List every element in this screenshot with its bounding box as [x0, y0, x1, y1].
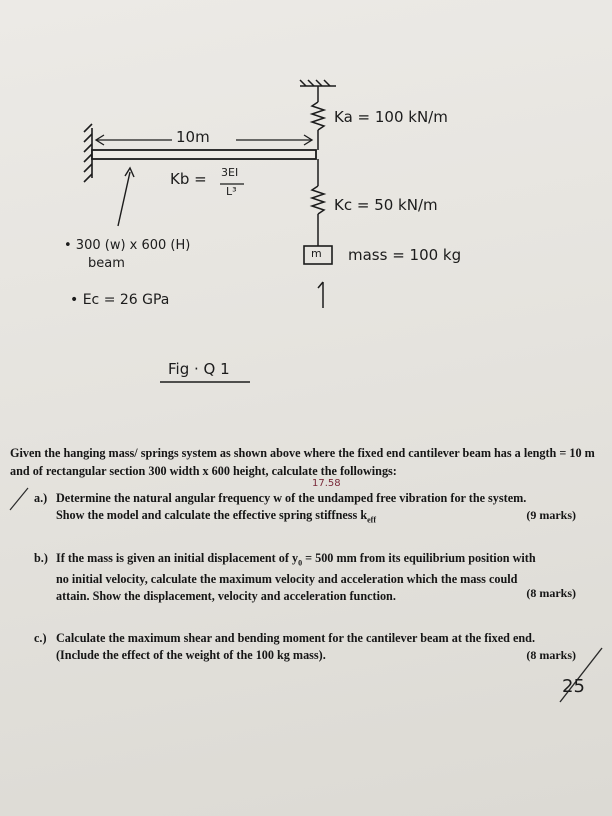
- note-beam: beam: [88, 256, 125, 271]
- mass-label: mass = 100 kg: [348, 246, 462, 264]
- question-c-label: c.): [34, 631, 47, 645]
- cantilever-beam: [92, 150, 316, 159]
- kb-pointer: [118, 168, 134, 226]
- score-value: 25: [562, 676, 585, 697]
- question-a-marks: (9 marks): [526, 508, 576, 522]
- ka-label: Ka = 100 kN/m: [334, 108, 448, 126]
- question-b-label: b.): [34, 551, 48, 565]
- question-c-line1: Calculate the maximum shear and bending moment for the cantilever beam at the fixed end.: [56, 631, 536, 645]
- question-a-line2: Show the model and calculate the effective spring stiffness $k_{eff}$: [56, 508, 376, 525]
- question-b-line2: no initial velocity, calculate the maximum velocity and acceleration which the mass could: [56, 572, 518, 587]
- question-a-line1: Determine the natural angular frequency w of the undamped free vibration for the system.: [56, 491, 527, 505]
- fixed-support: [84, 124, 92, 182]
- figure-caption: Fig · Q 1: [168, 360, 230, 378]
- note-section: • 300 (w) x 600 (H): [64, 238, 191, 253]
- mass-box-label: m: [311, 247, 322, 260]
- question-b-line1: If the mass is given an initial displacement of $y_0 = 500$ mm from its equilibrium position with: [56, 551, 536, 568]
- figure-q1: [0, 0, 612, 400]
- question-b: [34, 550, 594, 605]
- question-c-line2: (Include the effect of the weight of the 100 kg mass).: [56, 648, 326, 662]
- margin-tick: [6, 484, 36, 514]
- kc-label: Kc = 50 kN/m: [334, 196, 438, 214]
- handwritten-annotation: 17.58: [312, 478, 341, 489]
- score-slash: [540, 640, 610, 710]
- beam-length-label: 10m: [176, 128, 210, 146]
- question-c: [34, 630, 594, 664]
- question-a: [34, 490, 594, 528]
- kb-numerator: 3EI: [221, 166, 239, 179]
- question-intro: Given the hanging mass/ springs system as shown above where the fixed end cantilever beam has a length = 10 m and of rectangular section 300 width x 600 height, calculate the followings:: [10, 446, 595, 478]
- displacement-arrow: [318, 282, 323, 308]
- note-ec: • Ec = 26 GPa: [70, 292, 170, 308]
- kb-label: Kb =: [170, 170, 207, 188]
- spring-kc: [312, 159, 324, 246]
- question-a-label: a.): [34, 491, 48, 505]
- question-b-line3: attain. Show the displacement, velocity and acceleration function.: [56, 589, 396, 604]
- question-c-marks: (8 marks): [526, 648, 576, 662]
- kb-denominator: L³: [226, 185, 237, 198]
- question-b-marks: (8 marks): [526, 586, 576, 600]
